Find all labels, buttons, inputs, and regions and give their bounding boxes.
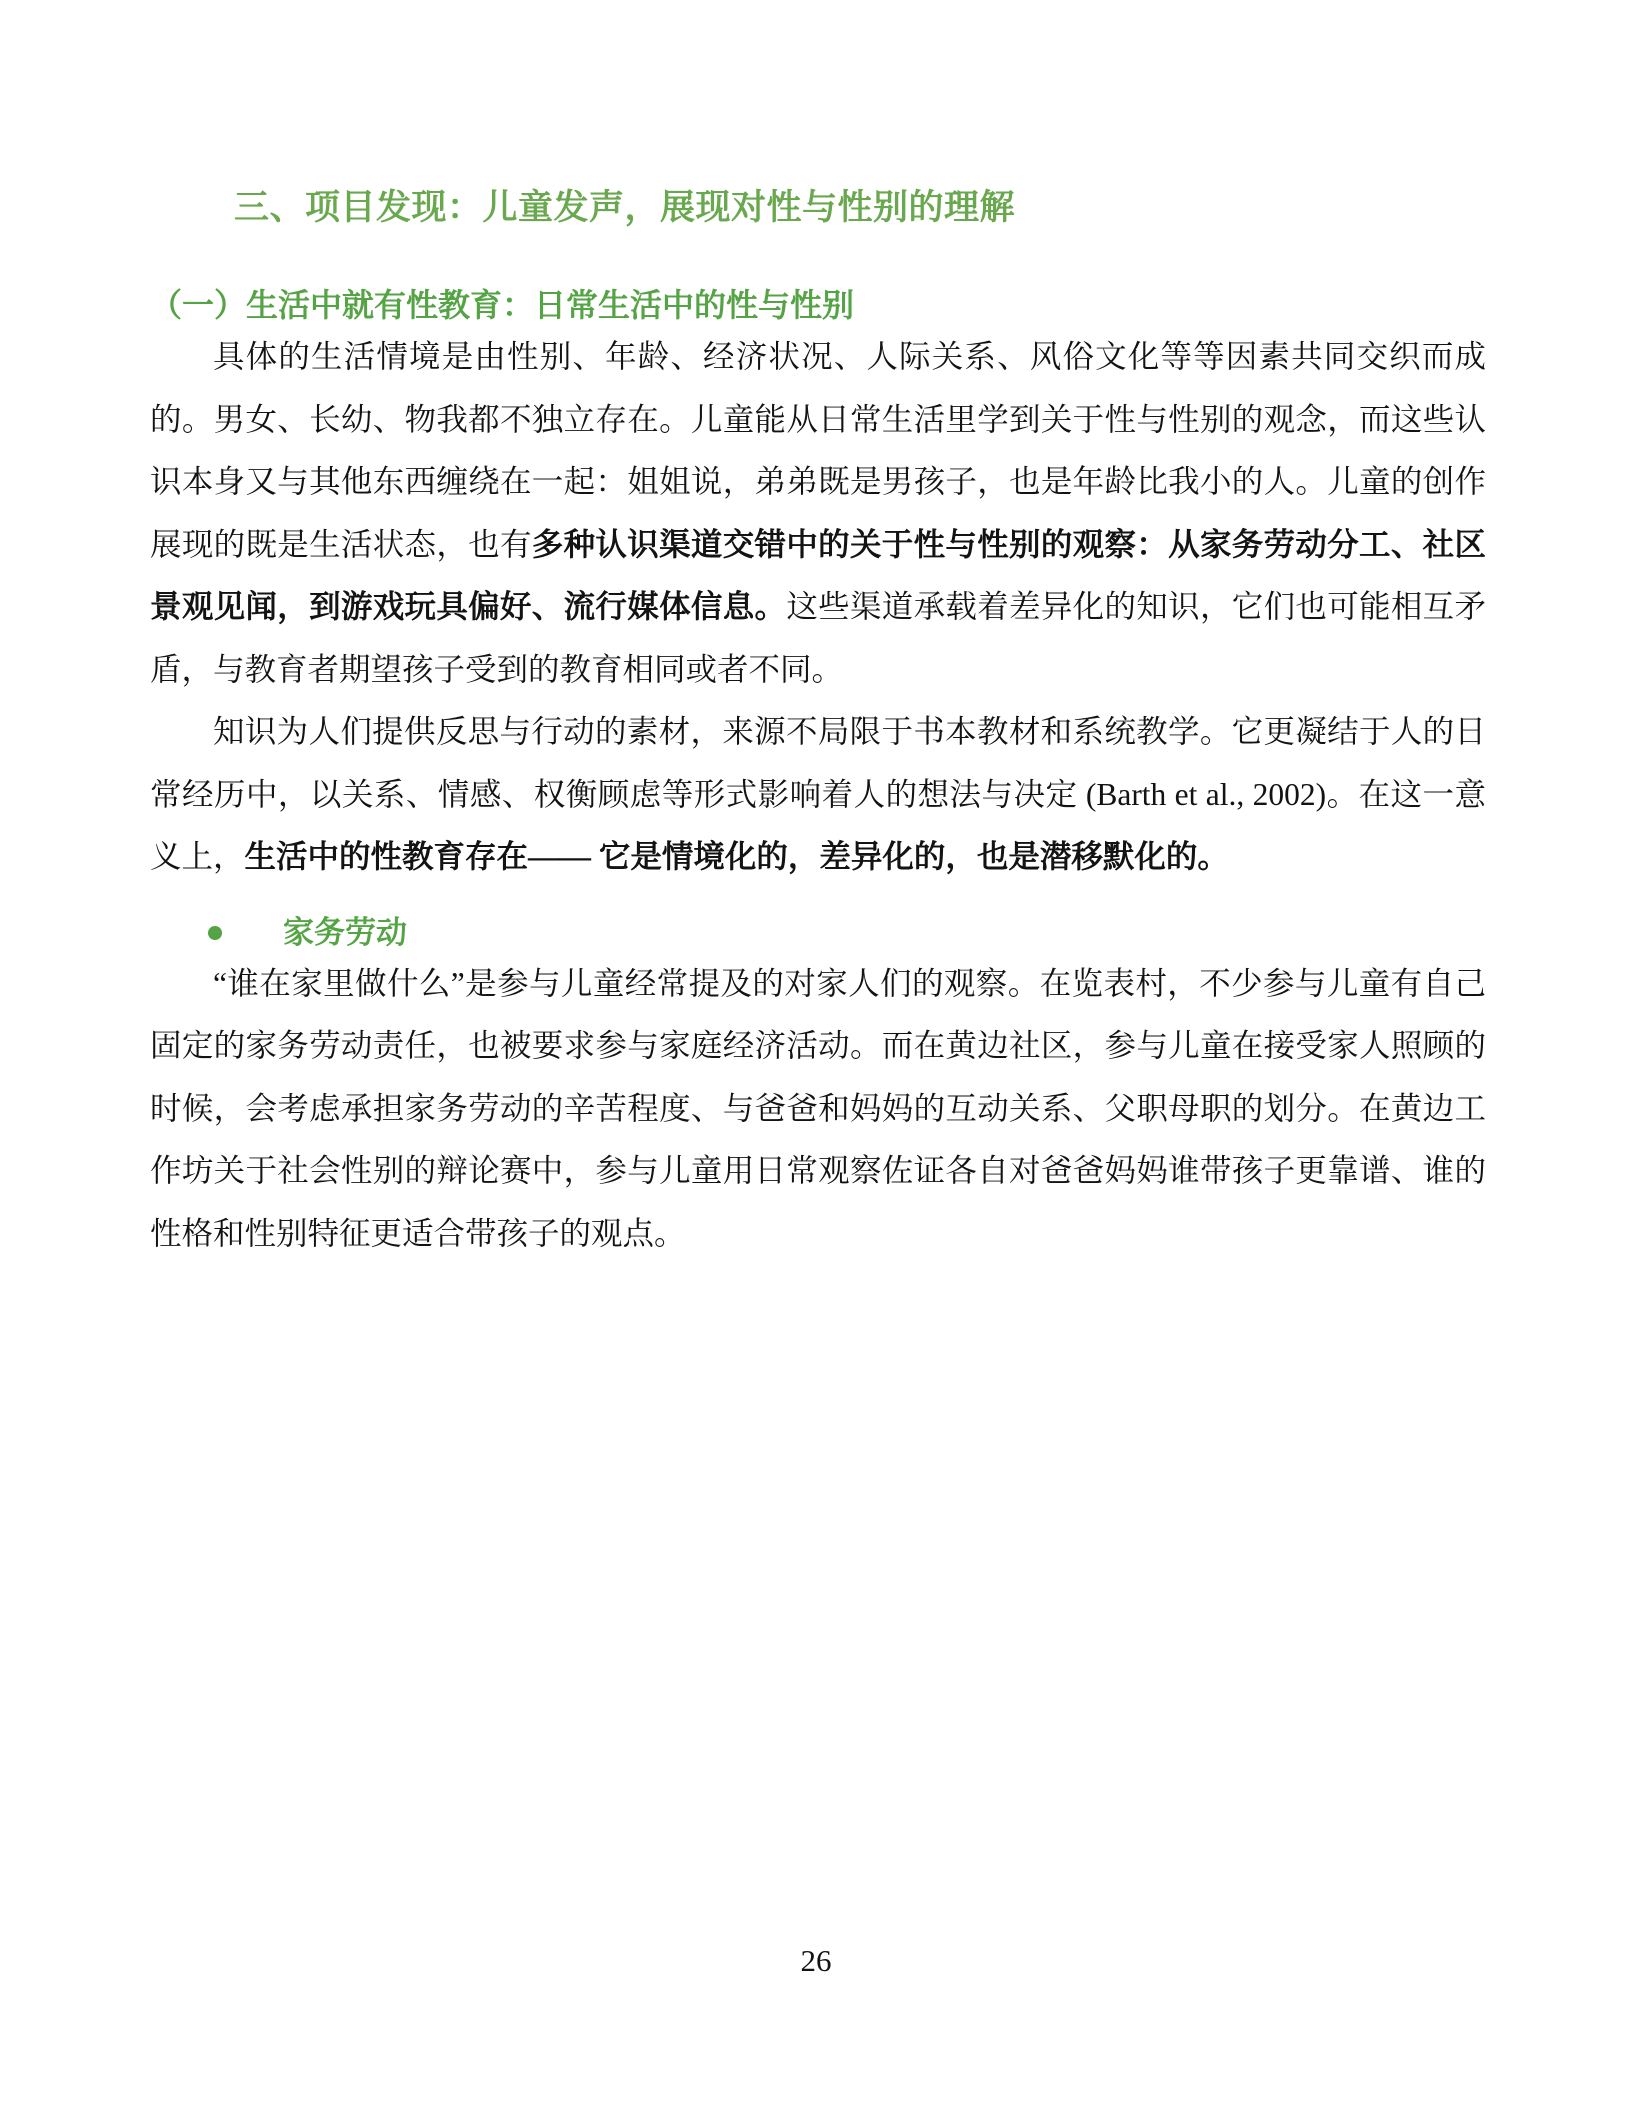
paragraph-run: 具体的生活情境是由性别、年龄、经济状况、人际关系、风俗文化等等因素共同交织而成的。男女、长幼、物我都不独立存在。儿童能从日常生活里学到关于性与性别的观念，而这些认识本身又与其他东西缠绕在一起：姐姐说，弟弟既是男孩子，也是年龄比我小的人。儿童的创作展现的既是生活状态，也有 bbox=[150, 339, 1486, 562]
paragraph-housework bbox=[150, 953, 1486, 1266]
subsection-heading: （一）生活中就有性教育：日常生活中的性与性别 bbox=[150, 287, 855, 323]
bullet-label: 家务劳动 bbox=[283, 914, 407, 950]
section-heading: 三、项目发现：儿童发声，展现对性与性别的理解 bbox=[234, 188, 1016, 227]
paragraph-run: “谁在家里做什么”是参与儿童经常提及的对家人们的观察。在览表村，不少参与儿童有自己固定的家务劳动责任，也被要求参与家庭经济活动。而在黄边社区，参与儿童在接受家人照顾的时候，会考虑承担家务劳动的辛苦程度、与爸爸和妈妈的互动关系、父职母职的划分。在黄边工作坊关于社会性别的辩论赛中，参与儿童用日常观察佐证各自对爸爸妈妈谁带孩子更靠谱、谁的性格和性别特征更适合带孩子的观点。 bbox=[150, 965, 1486, 1251]
paragraph-run-bold: 生活中的性教育存在—— 它是情境化的，差异化的，也是潜移默化的。 bbox=[244, 839, 1229, 874]
paragraph-living-context bbox=[150, 326, 1486, 701]
page-number: 26 bbox=[800, 1943, 832, 1978]
paragraph-run: 知识为人们提供反思与行动的素材，来源不局限于书本教材和系统教学。它更凝结于人的日常经历中，以关系、情感、权衡顾虑等形式影响着人的想法与决定 (Barth et al., 2002)。在这一意义上， bbox=[150, 714, 1486, 874]
bullet-icon bbox=[208, 926, 222, 940]
bullet-item-housework bbox=[208, 913, 1486, 953]
paragraph-run: 这些渠道承载着差异化的知识，它们也可能相互矛盾，与教育者期望孩子受到的教育相同或者不同。 bbox=[150, 589, 1486, 687]
paragraph-run-bold: 多种认识渠道交错中的关于性与性别的观察：从家务劳动分工、社区景观见闻，到游戏玩具偏好、流行媒体信息。 bbox=[150, 526, 1486, 624]
paragraph-knowledge bbox=[150, 701, 1486, 889]
